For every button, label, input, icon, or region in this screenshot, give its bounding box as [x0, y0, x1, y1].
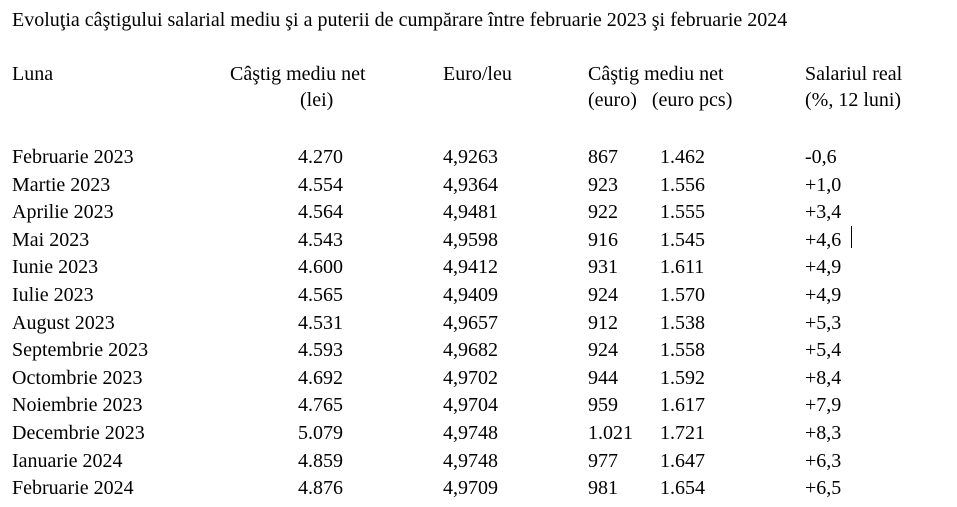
cell-lei: 4.565 — [298, 283, 343, 306]
cell-salariul-real: +4,9 — [805, 283, 842, 306]
cell-lei: 4.876 — [298, 477, 343, 500]
header-euro-leu — [443, 61, 512, 87]
cell-salariul-real: +4,9 — [805, 256, 842, 279]
cell-luna: Ianuarie 2024 — [12, 449, 123, 472]
cell-salariul-real: +8,4 — [805, 366, 842, 389]
cell-euro: 912 — [588, 311, 618, 334]
cell-luna: Februarie 2024 — [12, 477, 134, 500]
cell-salariul-real: +6,3 — [805, 449, 842, 472]
cell-lei: 4.554 — [298, 173, 343, 196]
header-castig-euro-line1: Câştig mediu net — [588, 63, 724, 85]
cell-euro: 931 — [588, 256, 618, 279]
cell-euro-leu: 4,9263 — [443, 146, 498, 168]
header-luna — [12, 61, 53, 87]
table-row — [0, 448, 957, 476]
cell-euro: 916 — [588, 228, 618, 251]
cell-euro-leu: 4,9364 — [443, 173, 498, 196]
cell-luna: Mai 2023 — [12, 228, 90, 251]
cell-luna: Iunie 2023 — [12, 256, 99, 279]
cell-euro-pcs: 1.654 — [660, 477, 705, 500]
cell-salariul-real: +3,4 — [805, 201, 842, 224]
cell-euro: 944 — [588, 366, 618, 389]
header-castig-euro — [588, 61, 732, 113]
cell-euro: 1.021 — [588, 421, 633, 444]
cell-luna: Februarie 2023 — [12, 146, 134, 168]
cell-euro-pcs: 1.647 — [660, 449, 705, 472]
cell-euro-leu: 4,9702 — [443, 366, 498, 389]
cell-euro-leu: 4,9748 — [443, 421, 498, 444]
table-row — [0, 392, 957, 420]
cell-salariul-real: +1,0 — [805, 173, 842, 196]
cell-euro-leu: 4,9682 — [443, 339, 498, 362]
cell-luna: Iulie 2023 — [12, 283, 94, 306]
header-salariul-real — [805, 61, 902, 113]
cell-euro-pcs: 1.462 — [660, 146, 705, 168]
table-row — [0, 172, 957, 200]
table-row — [0, 337, 957, 365]
data-table — [0, 144, 957, 503]
text-cursor — [851, 226, 852, 248]
cell-luna: Decembrie 2023 — [12, 421, 145, 444]
cell-euro-leu: 4,9748 — [443, 449, 498, 472]
document-title: Evoluţia câştigului salarial mediu şi a puterii de cumpărare între februarie 2023 şi februarie 2024 — [12, 9, 788, 31]
cell-luna: Aprilie 2023 — [12, 201, 114, 224]
cell-lei: 4.531 — [298, 311, 343, 334]
cell-euro-pcs: 1.555 — [660, 201, 705, 224]
cell-lei: 4.270 — [298, 146, 343, 168]
cell-euro-pcs: 1.721 — [660, 421, 705, 444]
table-row — [0, 144, 957, 172]
cell-euro-leu: 4,9709 — [443, 477, 498, 500]
header-castig-euro-line2: (euro) (euro pcs) — [588, 89, 733, 111]
table-row — [0, 420, 957, 448]
cell-luna: Noiembrie 2023 — [12, 394, 143, 417]
header-salariul-real-line1: Salariul real — [805, 63, 903, 85]
cell-salariul-real: +8,3 — [805, 421, 842, 444]
cell-euro-leu: 4,9412 — [443, 256, 498, 279]
cell-luna: Septembrie 2023 — [12, 339, 149, 362]
cell-lei: 4.692 — [298, 366, 343, 389]
header-luna-label: Luna — [12, 63, 54, 85]
cell-lei: 4.859 — [298, 449, 343, 472]
cell-luna: August 2023 — [12, 311, 115, 334]
cell-lei: 4.765 — [298, 394, 343, 417]
cell-euro-leu: 4,9481 — [443, 201, 498, 224]
cell-euro: 922 — [588, 201, 618, 224]
cell-euro-leu: 4,9704 — [443, 394, 498, 417]
header-castig-lei-line1: Câştig mediu net — [230, 63, 366, 85]
cell-lei: 4.593 — [298, 339, 343, 362]
header-salariul-real-line2: (%, 12 luni) — [805, 89, 902, 111]
cell-salariul-real: +4,6 — [805, 228, 842, 251]
table-row — [0, 365, 957, 393]
cell-euro-pcs: 1.545 — [660, 228, 705, 251]
cell-euro: 977 — [588, 449, 618, 472]
cell-euro-pcs: 1.556 — [660, 173, 705, 196]
cell-euro-leu: 4,9409 — [443, 283, 498, 306]
cell-salariul-real: -0,6 — [805, 146, 837, 168]
cell-salariul-real: +6,5 — [805, 477, 842, 500]
cell-lei: 4.543 — [298, 228, 343, 251]
cell-lei: 5.079 — [298, 421, 343, 444]
cell-euro-pcs: 1.611 — [660, 256, 705, 279]
cell-euro-pcs: 1.538 — [660, 311, 705, 334]
cell-luna: Octombrie 2023 — [12, 366, 143, 389]
cell-euro-pcs: 1.570 — [660, 283, 705, 306]
cell-lei: 4.564 — [298, 201, 343, 224]
cell-euro-pcs: 1.592 — [660, 366, 705, 389]
cell-euro: 924 — [588, 339, 618, 362]
cell-salariul-real: +7,9 — [805, 394, 842, 417]
cell-euro-pcs: 1.558 — [660, 339, 705, 362]
table-row — [0, 254, 957, 282]
header-castig-lei-line2: (lei) — [300, 89, 334, 111]
cell-euro: 867 — [588, 146, 618, 168]
header-euro-leu-label: Euro/leu — [443, 63, 512, 85]
table-row — [0, 475, 957, 503]
cell-euro: 923 — [588, 173, 618, 196]
cell-euro: 981 — [588, 477, 618, 500]
table-row — [0, 199, 957, 227]
cell-euro: 959 — [588, 394, 618, 417]
cell-salariul-real: +5,3 — [805, 311, 842, 334]
header-castig-lei — [230, 61, 366, 113]
cell-lei: 4.600 — [298, 256, 343, 279]
cell-luna: Martie 2023 — [12, 173, 111, 196]
table-row — [0, 310, 957, 338]
cell-euro-leu: 4,9657 — [443, 311, 498, 334]
table-row — [0, 282, 957, 310]
cell-salariul-real: +5,4 — [805, 339, 842, 362]
cell-euro: 924 — [588, 283, 618, 306]
cell-euro-leu: 4,9598 — [443, 228, 498, 251]
table-row — [0, 227, 957, 255]
cell-euro-pcs: 1.617 — [660, 394, 705, 417]
